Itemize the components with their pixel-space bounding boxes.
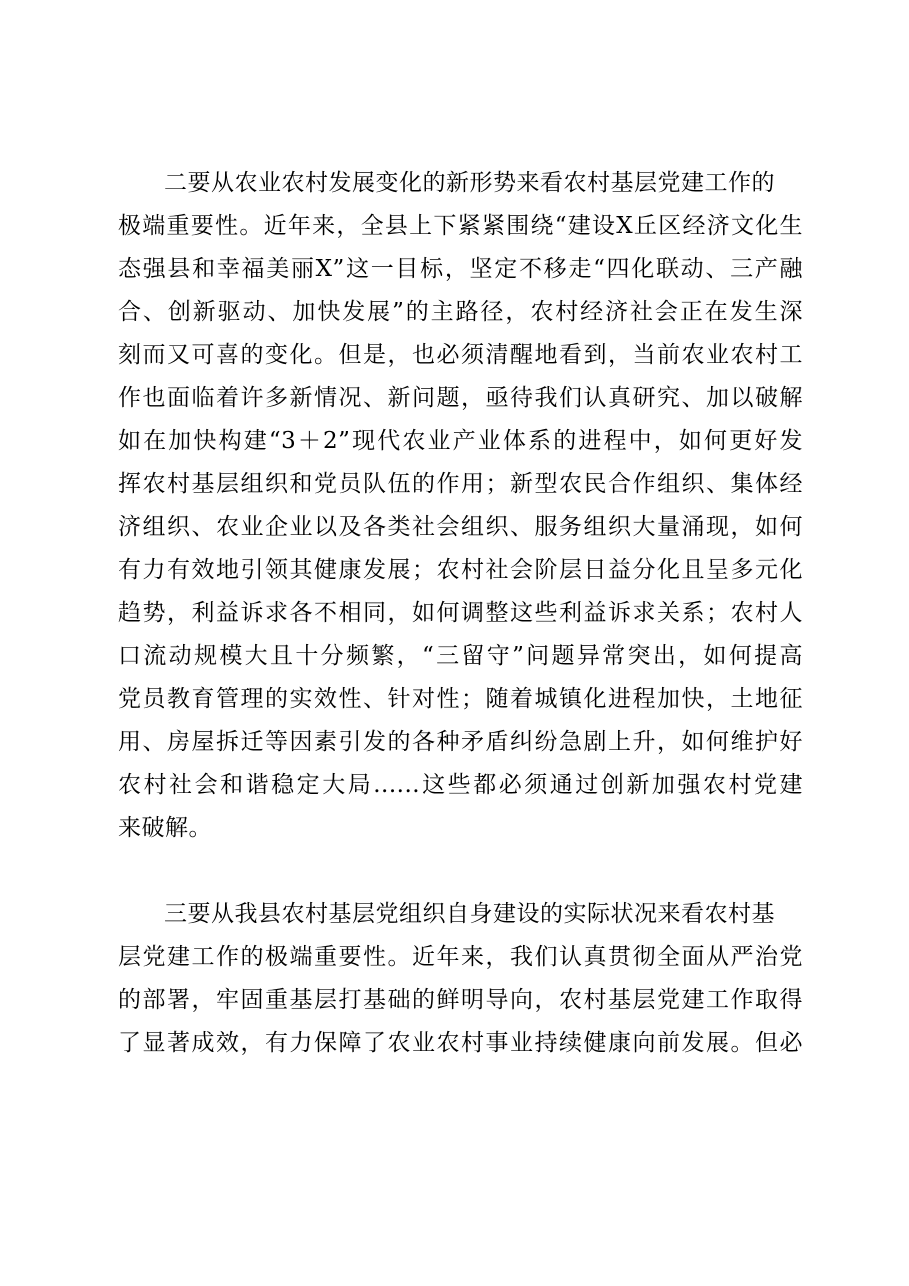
paragraph-line: 挥农村基层组织和党员队伍的作用；新型农民合作组织、集体经 bbox=[118, 471, 803, 497]
paragraph-line: 的部署，牢固重基层打基础的鲜明导向，农村基层党建工作取得 bbox=[118, 987, 803, 1013]
paragraph-line: 农村社会和谐稳定大局......这些都必须通过创新加强农村党建 bbox=[118, 772, 803, 798]
paragraph-line: 层党建工作的极端重要性。近年来，我们认真贯彻全面从严治党 bbox=[118, 944, 803, 970]
paragraph-line: 有力有效地引领其健康发展；农村社会阶层日益分化且呈多元化 bbox=[118, 557, 803, 583]
paragraph-line: 二要从农业农村发展变化的新形势来看农村基层党建工作的 bbox=[164, 170, 775, 196]
paragraph-line: 用、房屋拆迁等因素引发的各种矛盾纠纷急剧上升，如何维护好 bbox=[118, 729, 803, 755]
paragraph-line: 态强县和幸福美丽X”这一目标，坚定不移走“四化联动、三产融 bbox=[118, 256, 803, 282]
paragraph-line: 合、创新驱动、加快发展”的主路径，农村经济社会正在发生深 bbox=[118, 299, 803, 325]
paragraph-line: 作也面临着许多新情况、新问题，亟待我们认真研究、加以破解 bbox=[118, 385, 803, 411]
paragraph-line: 趋势，利益诉求各不相同，如何调整这些利益诉求关系；农村人 bbox=[118, 600, 803, 626]
paragraph-line: 济组织、农业企业以及各类社会组织、服务组织大量涌现，如何 bbox=[118, 514, 803, 540]
paragraph-line: 极端重要性。近年来，全县上下紧紧围绕“建设X丘区经济文化生 bbox=[118, 213, 803, 239]
paragraph-line: 党员教育管理的实效性、针对性；随着城镇化进程加快，土地征 bbox=[118, 686, 803, 712]
paragraph-line: 三要从我县农村基层党组织自身建设的实际状况来看农村基 bbox=[164, 901, 775, 927]
paragraph-line: 口流动规模大且十分频繁，“三留守”问题异常突出，如何提高 bbox=[118, 643, 803, 669]
paragraph-line: 了显著成效，有力保障了农业农村事业持续健康向前发展。但必 bbox=[118, 1030, 803, 1056]
paragraph-line: 如在加快构建“3＋2”现代农业产业体系的进程中，如何更好发 bbox=[118, 428, 803, 454]
paragraph-line: 来破解。 bbox=[118, 815, 212, 841]
paragraph-line: 刻而又可喜的变化。但是，也必须清醒地看到，当前农业农村工 bbox=[118, 342, 803, 368]
